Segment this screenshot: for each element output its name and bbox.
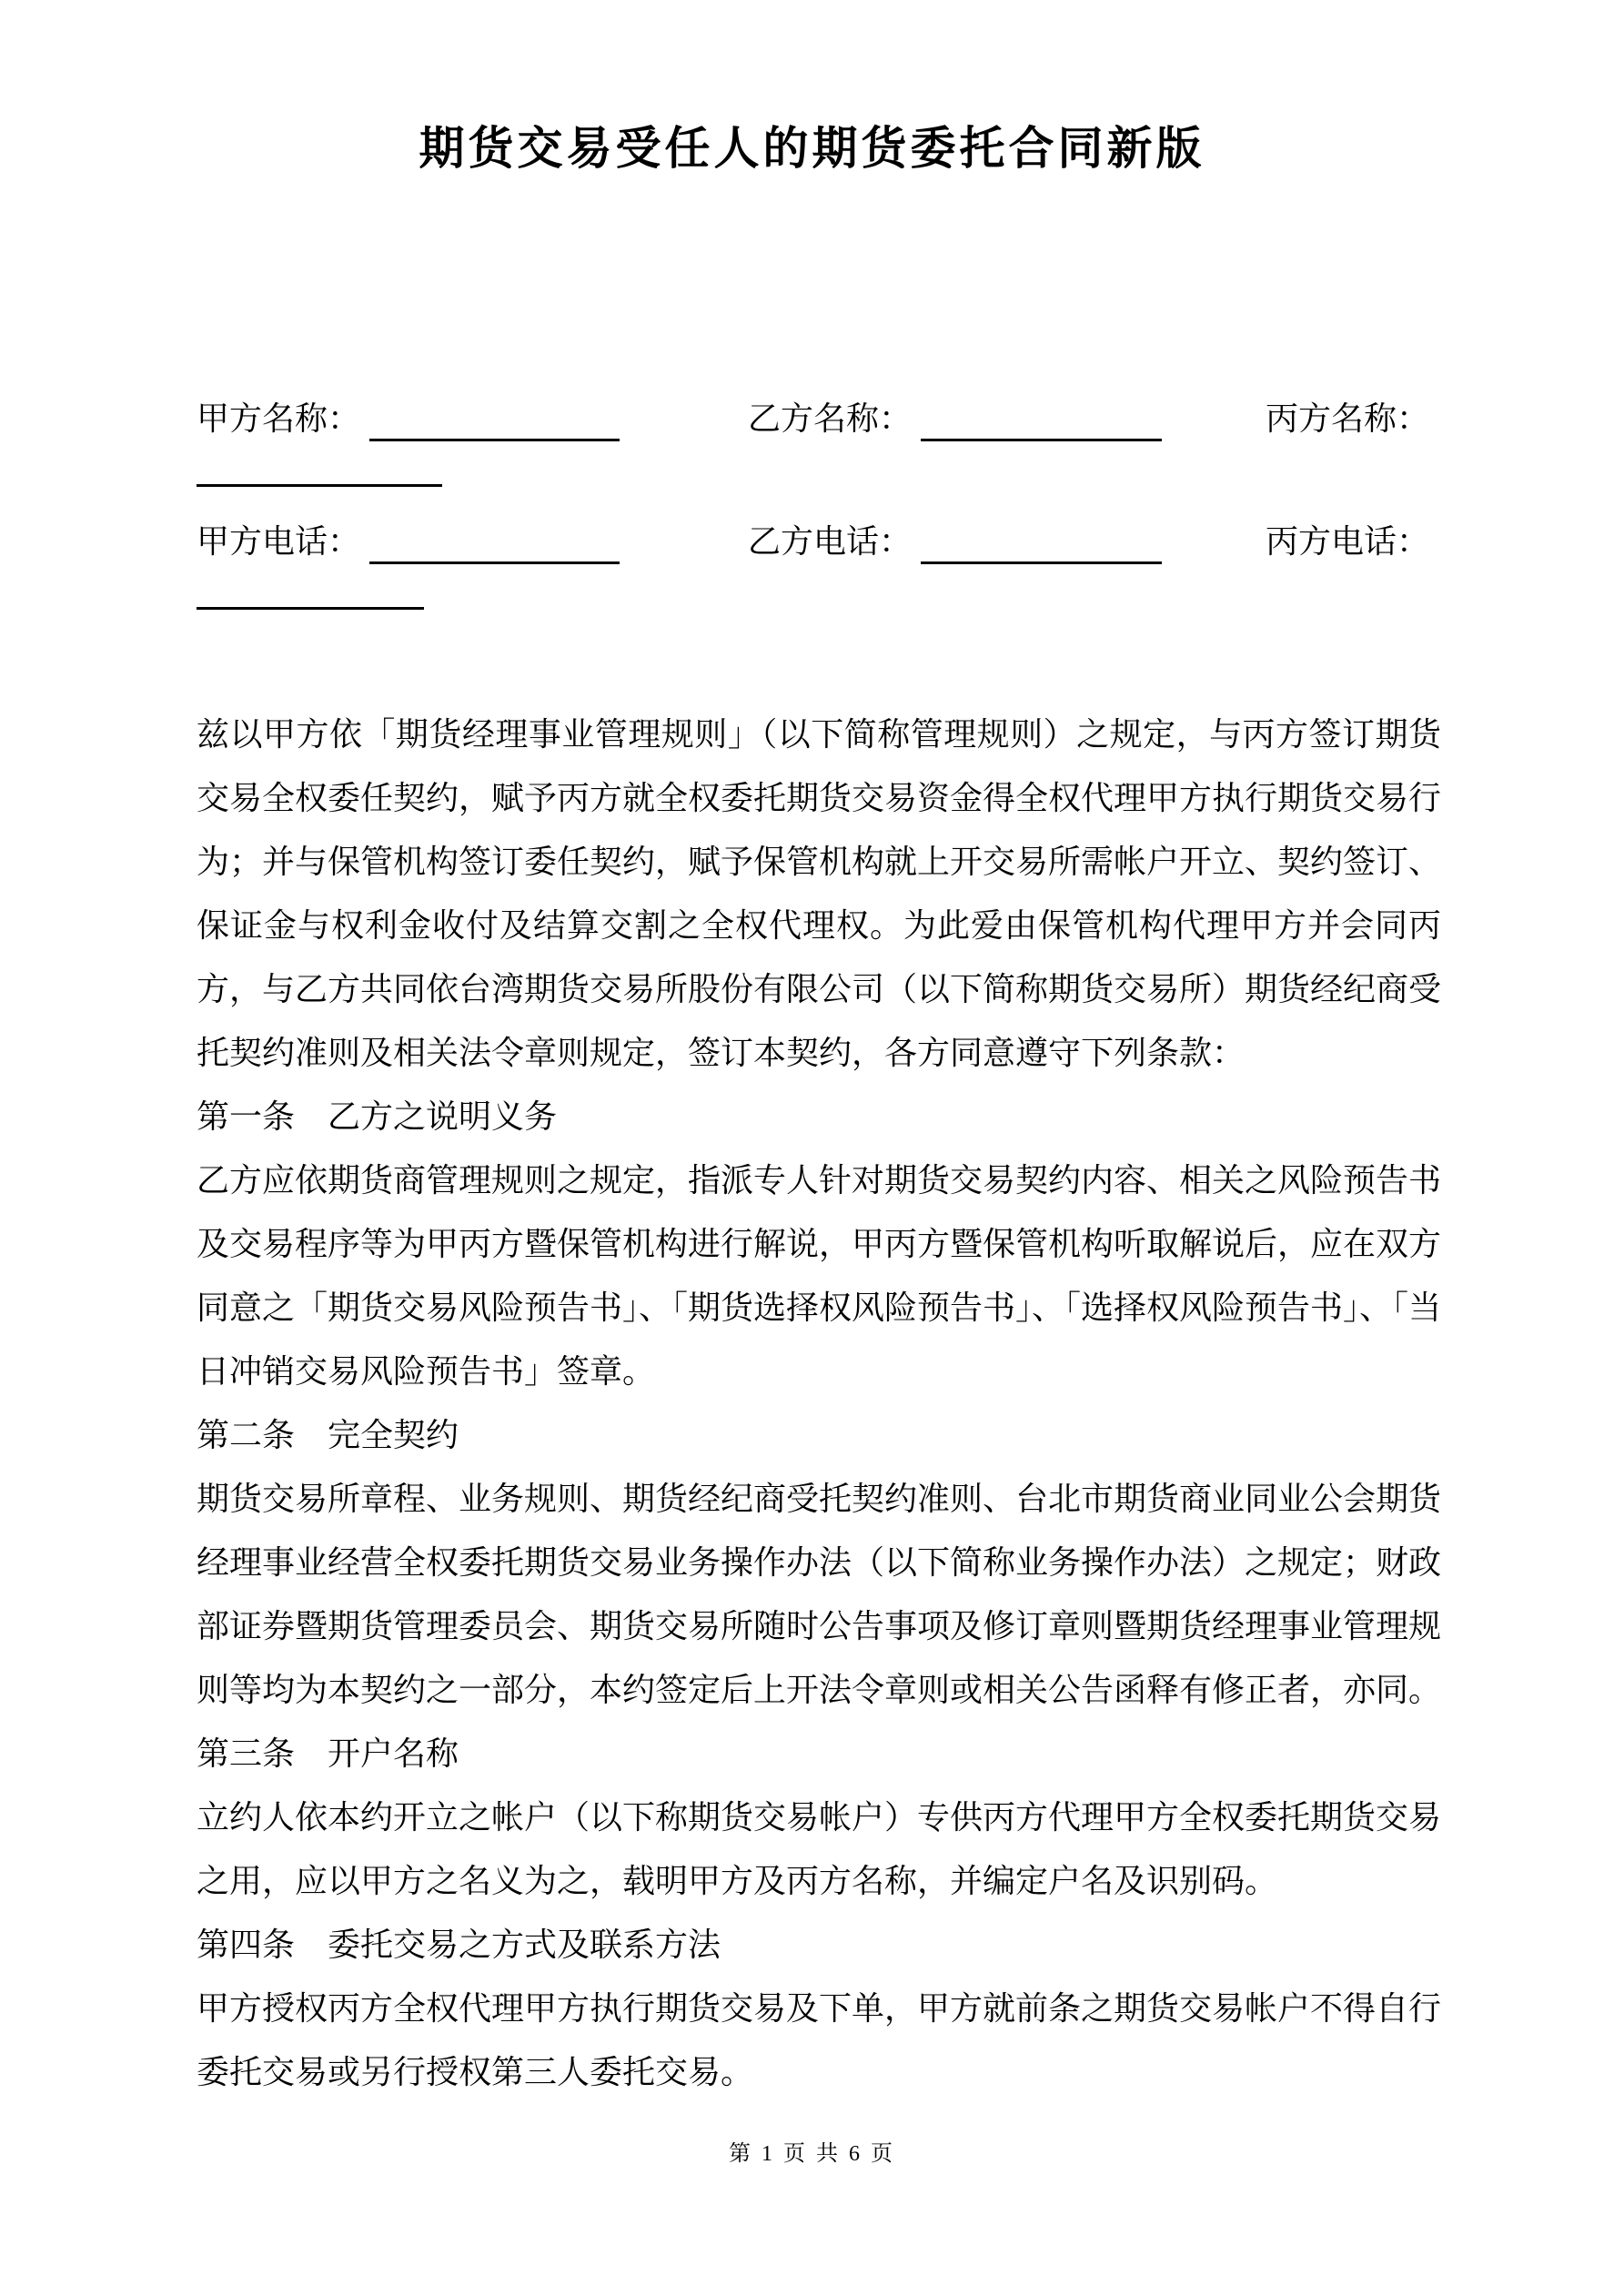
party-a-name-label: 甲方名称： bbox=[197, 400, 361, 437]
party-a-phone-field[interactable] bbox=[369, 521, 620, 564]
party-b-phone-field[interactable] bbox=[921, 521, 1162, 564]
heading-article-1: 第一条 乙方之说明义务 bbox=[197, 1098, 558, 1135]
paragraph-article-4: 甲方授权丙方全权代理甲方执行期货交易及下单，甲方就前条之期货交易帐户不得自行委托交易或另行授权第三人委托交易。 bbox=[197, 1990, 1442, 2090]
party-c-name-field[interactable] bbox=[197, 444, 442, 487]
document-title: 期货交易受任人的期货委托合同新版 bbox=[419, 123, 1205, 174]
contract-body bbox=[197, 703, 1441, 2104]
page-footer bbox=[0, 2135, 1624, 2167]
party-a-phone-label: 甲方电话： bbox=[197, 523, 361, 560]
party-c-phone-field[interactable] bbox=[197, 567, 424, 610]
paragraph-article-1: 乙方应依期货商管理规则之规定，指派专人针对期货交易契约内容、相关之风险预告书及交易程序等为甲丙方暨保管机构进行解说，甲丙方暨保管机构听取解说后，应在双方同意之「期货交易风险预告书」、「期货选择权风险预告书」、「选择权风险预告书」、「当日冲销交易风险预告书」签章。 bbox=[197, 1162, 1442, 1390]
paragraph-article-3: 立约人依本约开立之帐户（以下称期货交易帐户）专供丙方代理甲方全权委托期货交易之用，应以甲方之名义为之，载明甲方及丙方名称，并编定户名及识别码。 bbox=[197, 1799, 1442, 1899]
heading-article-3: 第三条 开户名称 bbox=[197, 1735, 459, 1772]
party-a-name-field[interactable] bbox=[369, 399, 620, 441]
party-b-phone-label: 乙方电话： bbox=[748, 523, 913, 560]
party-c-name-label: 丙方名称： bbox=[1266, 400, 1430, 437]
party-c-phone-wrapped-row bbox=[197, 567, 1441, 611]
page-number-text: 第 1 页 共 6 页 bbox=[729, 2142, 895, 2166]
heading-article-4: 第四条 委托交易之方式及联系方法 bbox=[197, 1927, 721, 1963]
party-phones-row bbox=[197, 521, 1441, 565]
paragraph-preamble: 兹以甲方依「期货经理事业管理规则」（以下简称管理规则）之规定，与丙方签订期货交易全权委任契约，赋予丙方就全权委托期货交易资金得全权代理甲方执行期货交易行为；并与保管机构签订委任契约，赋予保管机构就上开交易所需帐户开立、契约签订、保证金与权利金收付及结算交割之全权代理权。为此爱由保管机构代理甲方并会同丙方，与乙方共同依台湾期货交易所股份有限公司（以下简称期货交易所）期货经纪商受托契约准则及相关法令章则规定，签订本契约，各方同意遵守下列条款： bbox=[197, 716, 1442, 1071]
party-names-row bbox=[197, 399, 1441, 442]
party-b-name-field[interactable] bbox=[921, 399, 1162, 441]
heading-article-2: 第二条 完全契约 bbox=[197, 1417, 459, 1453]
parties-form bbox=[197, 389, 1441, 644]
party-b-name-label: 乙方名称： bbox=[748, 400, 913, 437]
party-c-phone-label: 丙方电话： bbox=[1266, 523, 1430, 560]
party-c-name-wrapped-row bbox=[197, 444, 1441, 488]
paragraph-article-2: 期货交易所章程、业务规则、期货经纪商受托契约准则、台北市期货商业同业公会期货经理事业经营全权委托期货交易业务操作办法（以下简称业务操作办法）之规定；财政部证券暨期货管理委员会、期货交易所随时公告事项及修订章则暨期货经理事业管理规则等均为本契约之一部分，本约签定后上开法令章则或相关公告函释有修正者，亦同。 bbox=[197, 1481, 1442, 1708]
